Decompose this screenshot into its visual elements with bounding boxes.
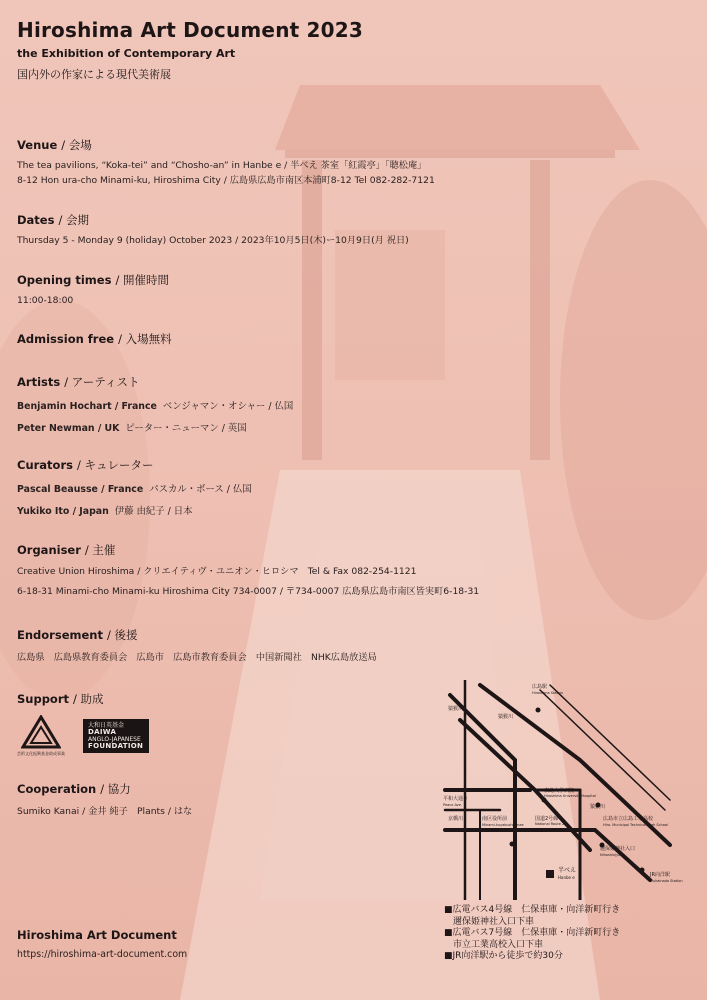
access-map — [440, 680, 690, 900]
artist-row — [17, 398, 293, 412]
daiwa-logo-sub: ANGLO-JAPANESE — [88, 736, 141, 743]
artist-row — [17, 420, 293, 434]
organiser-line2: 6-18-31 Minami-cho Minami-ku Hiroshima City 734-0007 / 〒734-0007 広島県広島市南区皆実町6-18-31 — [17, 586, 480, 597]
venue-heading-en: Venue — [17, 138, 58, 152]
map-poi — [640, 868, 645, 873]
venue-line2: 8-12 Hon ura-cho Minami-ku, Hiroshima City / 広島県広島市南区本浦町8-12 Tel 082-282-7121 — [17, 175, 435, 186]
curator-name-ja: 伊藤 由紀子 / 日本 — [114, 506, 193, 517]
curators-heading — [17, 457, 252, 473]
map-label-nihoshinjya-en: Nihoshinjyagu — [600, 853, 625, 857]
curator-name: Yukiko Ito / Japan — [17, 506, 109, 517]
arts-fund-caption: 芸術文化振興基金助成事業 — [17, 751, 65, 756]
admission-section — [17, 331, 172, 347]
map-label-univ: 広島大学病院 — [544, 788, 575, 794]
organiser-section — [17, 542, 479, 598]
map-label-technical-school-en: Hiro. Municipal Technical High School — [603, 823, 669, 827]
footer-url-link[interactable]: https://hiroshima-art-document.com — [17, 949, 188, 960]
arts-fund-logo — [17, 715, 65, 757]
map-label-river4: 猿猴川 — [498, 714, 514, 720]
venue-line1: The tea pavilions, “Koka-tei” and “Chosho-an” in Hanbe e / 半べえ 茶室「紅霞亭」「聴松庵」 — [17, 160, 427, 171]
daiwa-foundation-logo — [83, 719, 149, 753]
map-label-nihoshinjya: 邇保姫神社入口 — [600, 846, 636, 852]
map-label-river2: 京橋川 — [448, 816, 464, 822]
artists-heading — [17, 374, 293, 390]
curator-name: Pascal Beausse / France — [17, 484, 144, 495]
support-section — [17, 691, 149, 757]
curators-section — [17, 457, 252, 517]
curator-row — [17, 503, 252, 517]
organiser-line1: Creative Union Hiroshima / クリエイティヴ・ユニオン・ヒロシマ Tel & Fax 082-254-1121 — [17, 566, 417, 577]
endorsement-heading-en: Endorsement — [17, 628, 103, 642]
venue-section — [17, 137, 435, 187]
map-label-hanbee-en: Hanbe e — [558, 875, 575, 880]
opening-section — [17, 272, 169, 307]
map-label-river3: 猿猴川 — [590, 804, 606, 810]
access-line: ■広電バス7号線 仁保車庫・向洋新町行き — [444, 928, 621, 938]
map-poi — [536, 708, 541, 713]
map-label-minami-ward: 南区役所前 — [482, 816, 508, 822]
map-label-technical-school: 広島市立広島工業高校 — [603, 816, 654, 822]
map-label-minami-ward-en: Minami-kuyakusho-mae — [482, 823, 524, 827]
access-line: 市立工業高校入口下車 — [453, 939, 544, 950]
map-poi — [510, 842, 515, 847]
organiser-heading — [17, 542, 479, 558]
curator-row — [17, 481, 252, 495]
curators-heading-ja: / キュレーター — [77, 458, 154, 472]
admission-heading — [17, 331, 172, 347]
map-label-peace-ave-en: Peace Ave. — [443, 803, 463, 807]
admission-heading-ja: / 入場無料 — [118, 332, 172, 346]
endorsement-heading — [17, 627, 377, 643]
venue-heading-ja: / 会場 — [61, 138, 92, 152]
access-line: ■JR向洋駅から徒歩で約30分 — [444, 951, 563, 961]
access-line: 邇保姫神社入口下車 — [453, 916, 535, 927]
dates-heading — [17, 212, 409, 228]
map-label-peace-ave: 平和大通り — [443, 796, 469, 802]
endorsement-line1: 広島県 広島県教育委員会 広島市 広島市教育委員会 中国新聞社 NHK広島放送局 — [17, 652, 377, 663]
page-subtitle: the Exhibition of Contemporary Art — [17, 47, 236, 60]
cooperation-heading-en: Cooperation — [17, 782, 97, 796]
daiwa-logo-foundation: FOUNDATION — [88, 742, 144, 750]
organiser-heading-ja: / 主催 — [84, 543, 116, 557]
cooperation-heading-ja: / 協力 — [100, 782, 131, 796]
dates-section — [17, 212, 409, 247]
curator-name-ja: パスカル・ボース / 仏国 — [149, 484, 252, 495]
map-venue-marker — [546, 870, 554, 878]
map-poi — [542, 798, 547, 803]
support-heading — [17, 691, 149, 707]
map-label-route2-en: National Route 2 — [535, 822, 565, 826]
dates-heading-ja: / 会期 — [58, 213, 89, 227]
map-label-river1: 猿猴川 — [448, 706, 464, 712]
cooperation-heading — [17, 781, 192, 797]
map-label-hiroshima-station: 広島駅 — [532, 684, 548, 690]
access-line: ■広電バス4号線 仁保車庫・向洋新町行き — [444, 905, 621, 915]
venue-heading — [17, 137, 435, 153]
artists-heading-en: Artists — [17, 375, 61, 389]
daiwa-logo-title: DAIWA — [88, 728, 117, 736]
map-label-hanbee: 半べえ — [558, 867, 577, 874]
endorsement-section — [17, 627, 377, 664]
endorsement-heading-ja: / 後援 — [106, 628, 138, 642]
map-label-route2: 国道2号線 — [535, 816, 559, 822]
map-label-univ-en: Hiroshima University Hospital — [544, 794, 596, 798]
curators-heading-en: Curators — [17, 458, 73, 472]
map-label-mukainada-en: Mukainada Station — [650, 879, 683, 883]
support-heading-ja: / 助成 — [73, 692, 104, 706]
artists-section — [17, 374, 293, 434]
artist-name: Benjamin Hochart / France — [17, 401, 157, 412]
opening-heading-ja: / 開催時間 — [115, 273, 169, 287]
opening-line1: 11:00-18:00 — [17, 295, 74, 306]
dates-heading-en: Dates — [17, 213, 55, 227]
cooperation-line1: Sumiko Kanai / 金井 純子 Plants / はな — [17, 806, 193, 817]
opening-heading-en: Opening times — [17, 273, 112, 287]
arts-fund-mark-icon — [21, 715, 61, 751]
map-railway — [550, 685, 670, 800]
opening-heading — [17, 272, 169, 288]
support-heading-en: Support — [17, 692, 70, 706]
support-logos — [17, 715, 149, 757]
cooperation-section — [17, 781, 192, 818]
map-label-mukainada: JR向洋駅 — [650, 872, 670, 878]
artist-name-ja: ピーター・ニューマン / 英国 — [125, 423, 247, 434]
artists-heading-ja: / アーティスト — [64, 375, 140, 389]
admission-heading-en: Admission free — [17, 332, 115, 346]
daiwa-logo-ja: 大和日英基金 — [88, 722, 125, 729]
access-directions — [444, 905, 620, 963]
page-subtitle-ja: 国内外の作家による現代美術展 — [17, 68, 171, 81]
artist-name-ja: ベンジャマン・オシャー / 仏国 — [162, 401, 294, 412]
footer-name: Hiroshima Art Document — [17, 928, 177, 942]
map-label-hiroshima-station-en: Hiroshima Station — [532, 691, 564, 695]
artist-name: Peter Newman / UK — [17, 423, 120, 434]
page-title: Hiroshima Art Document 2023 — [17, 18, 364, 42]
organiser-heading-en: Organiser — [17, 543, 81, 557]
dates-line1: Thursday 5 - Monday 9 (holiday) October 2023 / 2023年10月5日(木)ー10月9日(月 祝日) — [17, 235, 409, 246]
